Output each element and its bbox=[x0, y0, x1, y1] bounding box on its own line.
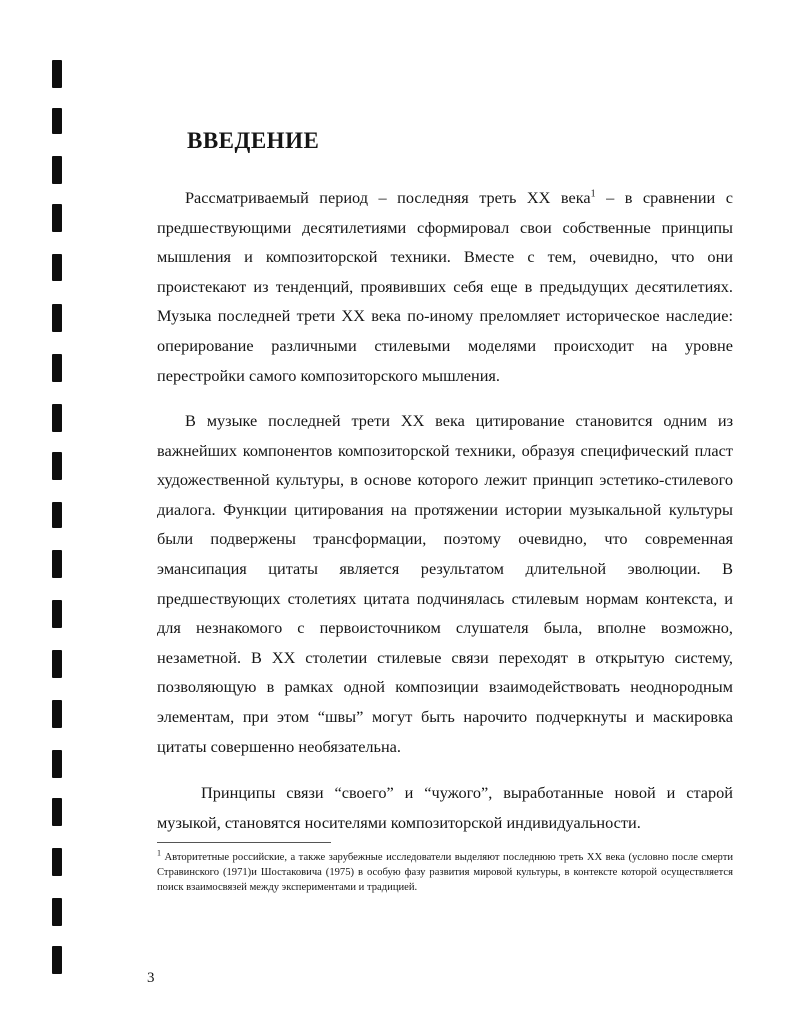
paragraph-2: В музыке последней трети XX века цитирование становится одним из важнейших компонентов композиторской техники, образуя специфический пласт художественной культуры, в основе которого лежит принцип эстетико-стилевого диалога. Функции цитирования на протяжении истории музыкальной культуры были подвержены трансформации, поэтому очевидно, что современная эмансипация цитаты является результатом длительной эволюции. В предшествующих столетиях цитата подчинялась стилевым нормам контекста, и для незнакомого с первоисточником слушателя была, вполне возможно, незаметной. В XX столетии стилевые связи переходят в открытую систему, позволяющую в рамках одной композиции взаимодействовать неоднородным элементам, при этом “швы” могут быть нарочито подчеркнуты и маскировка цитаты совершенно необязательна. bbox=[157, 411, 733, 756]
binding-mark bbox=[52, 650, 62, 678]
binding-mark bbox=[52, 108, 62, 134]
binding-mark bbox=[52, 60, 62, 88]
binding-mark bbox=[52, 502, 62, 528]
binding-mark bbox=[52, 898, 62, 926]
binding-mark bbox=[52, 452, 62, 480]
footnote-text: Авторитетные российские, а также зарубежные исследователи выделяют последнюю треть XX века (условно после смерти Стравинского (1971)и Шостаковича (1975) в особую фазу развития мировой культуры, в контексте которой осуществляется поиск взаимосвязей между экспериментами и традицией. bbox=[157, 852, 733, 893]
binding-mark bbox=[52, 254, 62, 281]
binding-mark bbox=[52, 848, 62, 876]
paragraph-1-start: Рассматриваемый период – последняя треть XX века bbox=[185, 188, 591, 207]
paragraph-1 bbox=[157, 183, 733, 390]
binding-edge bbox=[52, 52, 66, 992]
binding-mark bbox=[52, 204, 62, 232]
footnote bbox=[157, 850, 733, 895]
paragraph-3: Принципы связи “своего” и “чужого”, выработанные новой и старой музыкой, становятся носителями композиторской индивидуальности. bbox=[157, 783, 733, 832]
binding-mark bbox=[52, 600, 62, 628]
binding-mark bbox=[52, 404, 62, 432]
binding-mark bbox=[52, 550, 62, 578]
binding-mark bbox=[52, 750, 62, 778]
binding-mark bbox=[52, 304, 62, 332]
footnote-reference[interactable]: 1 bbox=[590, 188, 596, 200]
binding-mark bbox=[52, 156, 62, 184]
section-heading: ВВЕДЕНИЕ bbox=[187, 128, 320, 153]
paragraph-1-rest: – в сравнении с предшествующими десятилетиями сформировал свои собственные принципы мышления и композиторской техники. Вместе с тем, очевидно, что они проистекают из тенденций, проявивших себя еще в предыдущих десятилетиях. Музыка последней трети XX века по-иному преломляет историческое наследие: оперирование различными стилевыми моделями происходит на уровне перестройки самого композиторского мышления. bbox=[157, 188, 733, 385]
binding-mark bbox=[52, 700, 62, 728]
footnote-number: 1 bbox=[157, 848, 161, 858]
page-number: 3 bbox=[147, 970, 155, 986]
binding-mark bbox=[52, 798, 62, 826]
binding-mark bbox=[52, 354, 62, 382]
footnote-divider bbox=[157, 842, 331, 843]
binding-mark bbox=[52, 946, 62, 974]
